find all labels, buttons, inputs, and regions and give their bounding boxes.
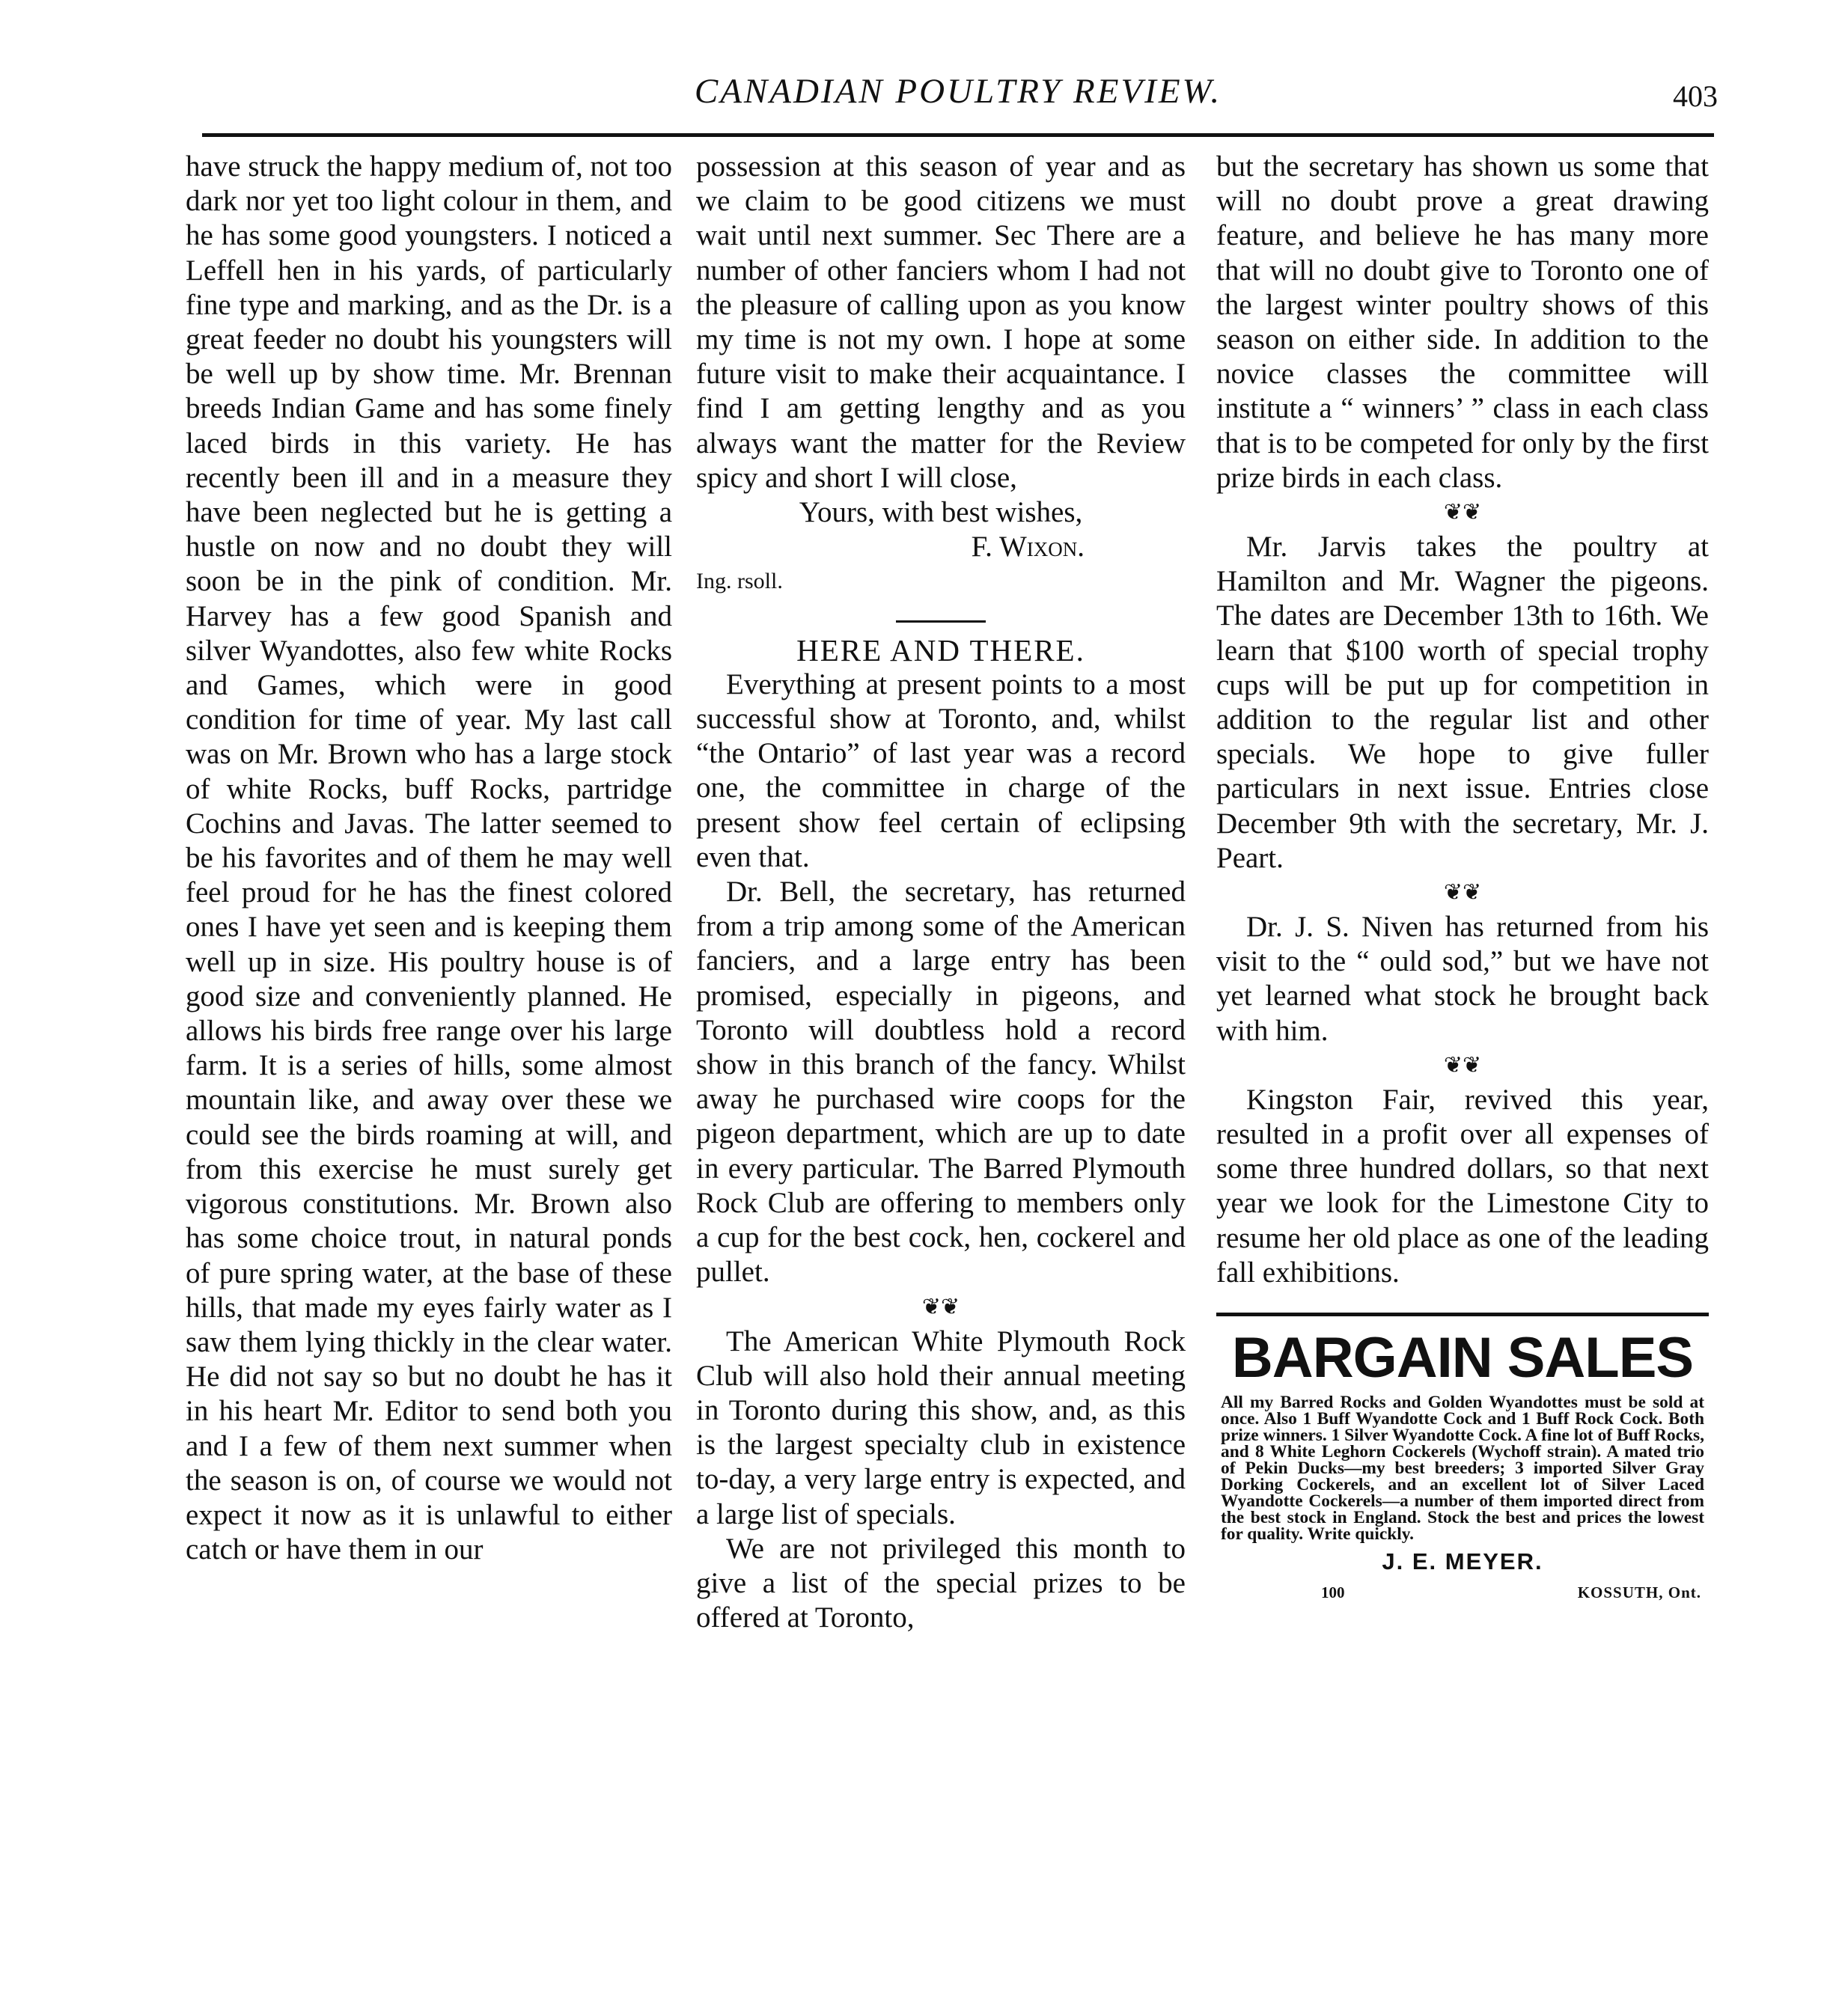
article-paragraph: Dr. J. S. Niven has returned from his visit to the “ ould sod,” but we have not yet learned what stock he brought back with him. [1216, 911, 1709, 1047]
article-paragraph: Kingston Fair, revived this year, resulted in a profit over all expenses of some three hundred dollars, so that next year we look for the Limestone City to resume her old place as one of the leading fall exhibitions. [1216, 1083, 1709, 1289]
running-title: CANADIAN POULTRY REVIEW. [694, 72, 1222, 111]
advertisement-footer [1216, 1577, 1709, 1602]
article-paragraph: Mr. Jarvis takes the poultry at Hamilton and Mr. Wagner the pigeons. The dates are December 13th to 16th. We learn that $100 worth of special trophy cups will be put up for competition in addition to the regular list and other specials. We hope to give fuller particulars in next issue. Entries close December 9th with the secretary, Mr. J. Peart. [1216, 531, 1709, 874]
advertisement-signature: J. E. MEYER. [1382, 1548, 1543, 1575]
letter-place: Ing. rsoll. [696, 569, 783, 594]
letter-signature: F. Wixon. [971, 531, 1085, 563]
advertisement-number: 100 [1321, 1583, 1345, 1602]
column-2 [696, 150, 1186, 1635]
article-paragraph: We are not privileged this month to give a list of the special prizes to be offered at Toronto, [696, 1532, 1186, 1634]
column-1-paragraph: have struck the happy medium of, not too dark nor yet too light colour in them, and he has some good youngsters. I noticed a Leffell hen in his yards, of particularly fine type and marking, and as the Dr. is a great feeder no doubt his youngsters will be well up by show time. Mr. Brennan breeds Indian Game and has some finely laced birds in this variety. He has recently been ill and in a measure they have been neglected but he is getting a hustle on now and no doubt they will soon be in the pink of condition. Mr. Harvey has a few good Spanish and silver Wyandottes, also few white Rocks and Games, which were in good condition for time of year. My last call was on Mr. Brown who has a large stock of white Rocks, buff Rocks, partridge Cochins and Javas. The latter seemed to be his favorites and of them he may well feel proud for he has the finest colored ones I have yet seen and is keeping them well up in size. His poultry house is of good size and conveniently planned. He allows his birds free range over his large farm. It is a series of hills, some almost mountain like, and away over these we could see the birds roaming at will, and from this exercise he must surely get vigorous constitutions. Mr. Brown also has some choice trout, in natural ponds of pure spring water, at the base of these hills, that made my eyes fairly water as I saw them lying thickly in the clear water. He did not say so but no doubt he has it in his heart Mr. Editor to send both you and I a few of them next summer when the season is on, of course we would not expect it now as it is unlawful to either catch or have them in our [186, 150, 672, 1566]
article-paragraph: Dr. Bell, the secretary, has returned from a trip among some of the American fanciers, and a large entry has been promised, especially in pigeons, and Toronto will doubtless hold a record show in this branch of the fancy. Whilst away he purchased wire coops for the pigeon department, which are up to date in every particular. The Barred Plymouth Rock Club are offering to members only a cup for the best cock, hen, cockerel and pullet. [696, 876, 1186, 1289]
article-continuation: but the secretary has shown us some that will no doubt prove a great drawing feature, and believe he has many more that will no doubt give to Toronto one of the largest winter poultry shows of this season on either side. In addition to the novice classes the committee will institute a “ winners’ ” class in each class that is to be competed for only by the first prize birds in each class. [1216, 150, 1709, 494]
advertisement [1216, 1322, 1709, 1602]
page-number: 403 [1673, 79, 1718, 113]
advertisement-address: KOSSUTH, Ont. [1577, 1583, 1701, 1602]
ornament-icon: ❦❦ [1443, 500, 1482, 525]
advertisement-title: BARGAIN SALES [1231, 1326, 1694, 1390]
column-3 [1216, 150, 1709, 1602]
article-paragraph: The American White Plymouth Rock Club will also hold their annual meeting in Toronto during this show, and, as this is the largest specialty club in existence to-day, a very large entry is expected, and a large list of specials. [696, 1325, 1186, 1530]
advertisement-body: All my Barred Rocks and Golden Wyandottes must be sold at once. Also 1 Buff Wyandotte Cock and 1 Buff Rock Cock. Both prize winners. 1 Silver Wyandotte Cock. A fine lot of Buff Rocks, and 8 White Leghorn Cockerels (Wychoff strain). A mated trio of Pekin Ducks—my best breeders; 3 imported Silver Gray Dorking Cockerels, and an excellent lot of Silver Laced Wyandotte Cockerels—a number of them imported direct from the best stock in England. Stock the best and prices the lowest for quality. Write quickly. [1221, 1393, 1704, 1545]
section-heading: HERE AND THERE. [796, 632, 1085, 668]
advertisement-rule [1216, 1313, 1709, 1316]
header-rule [202, 133, 1714, 137]
ornament-icon: ❦❦ [1443, 1052, 1482, 1078]
section-divider [896, 620, 986, 623]
letter-continuation: possession at this season of year and as we claim to be good citizens we must wait until next summer. Sec There are a number of other fanciers whom I had not the pleasure of calling upon as you know my time is not my own. I hope at some future visit to make their acquaintance. I find I am getting lengthy and as you always want the matter for the Review spicy and short I will close, [696, 150, 1186, 494]
article-paragraph: Everything at present points to a most successful show at Toronto, and, whilst “the Ontario” of last year was a record one, the committee in charge of the present show feel certain of eclipsing even that. [696, 668, 1186, 873]
page-header [202, 71, 1718, 123]
column-1 [186, 150, 672, 1567]
ornament-icon: ❦❦ [921, 1294, 960, 1319]
ornament-icon: ❦❦ [1443, 880, 1482, 905]
letter-closing: Yours, with best wishes, [799, 496, 1083, 529]
